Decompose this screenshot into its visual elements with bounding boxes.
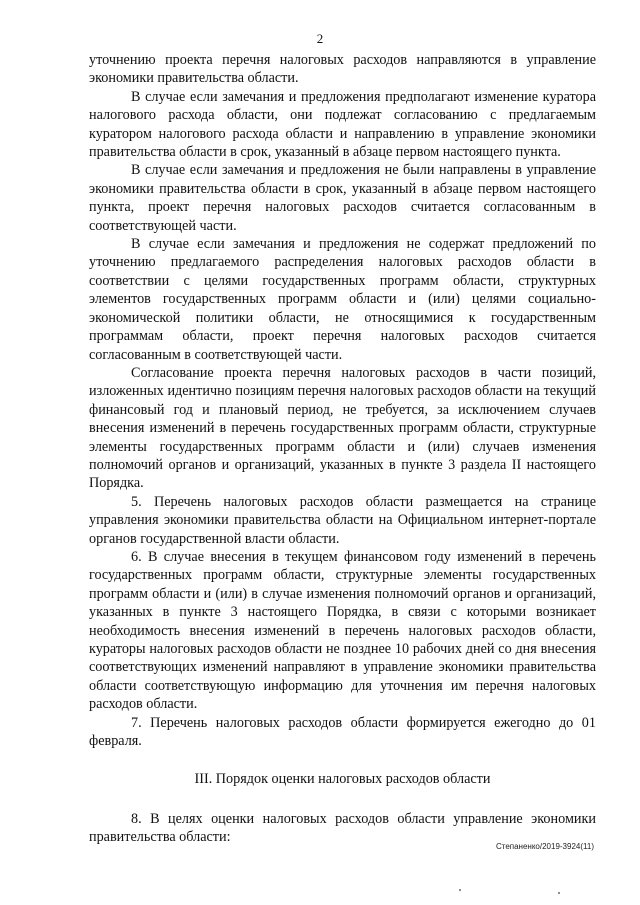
page-number: 2 [316,31,324,46]
paragraph-item-6: 6. В случае внесения в текущем финансовом году изменений в перечень государственных программ области, структурные элементы государственных программ области и (или) в случае изменения полномочий органов и организаций, указанных в пункте 3 настоящего Порядка, в связи с которыми возникает необходимость внесения изменений в перечень налоговых расходов области, кураторы налоговых расходов области не позднее 10 рабочих дней со дня внесения соответствующих изменений направляют в управление экономики правительства области соответствующую информацию для уточнения им перечня налоговых расходов области. [89,548,596,713]
paragraph-item-8: 8. В целях оценки налоговых расходов области управление экономики правительства области: [89,810,596,846]
scan-artifact-dot [558,892,560,894]
section-heading: III. Порядок оценки налоговых расходов области [194,771,491,788]
paragraph-curator-change: В случае если замечания и предложения предполагают изменение куратора налогового расхода области, они подлежат согласованию с предлагаемым куратором налогового расхода области и направлению в управление экономики правительства области в срок, указанный в абзаце первом настоящего пункта. [89,88,596,161]
paragraph-approval: Согласование проекта перечня налоговых расходов в части позиций, изложенных идентично позициям перечня налоговых расходов области на текущий финансовый год и плановый период, не требуется, за исключением случаев внесения изменений в перечень государственных программ области, структурные элементы государственных программ области и (или) случаев изменения полномочий органов и организаций, указанных в пункте 3 раздела II настоящего Порядка. [89,364,596,492]
footer-reference: Степаненко/2019-3924(11) [495,842,594,851]
document-body [89,51,596,847]
paragraph-no-proposals: В случае если замечания и предложения не содержат предложений по уточнению предлагаемого распределения налоговых расходов области в соответствии с целями государственных программ области, структурных элементов государственных программ области и (или) целями социально-экономической политики области, не относящимися к государственным программам области, проект перечня налоговых расходов считается согласованным в соответствующей части. [89,236,596,363]
scan-artifact-dot [459,889,461,891]
paragraph-item-5: 5. Перечень налоговых расходов области размещается на странице управления экономики правительства области на Официальном интернет-портале органов государственной власти области. [89,493,596,547]
paragraph-not-sent: В случае если замечания и предложения не были направлены в управление экономики правительства области в срок, указанный в абзаце первом настоящего пункта, проект перечня налоговых расходов считается согласованным в соответствующей части. [89,162,596,234]
paragraph-continuation: уточнению проекта перечня налоговых расходов направляются в управление экономики правительства области. [89,52,596,87]
paragraph-item-7: 7. Перечень налоговых расходов области формируется ежегодно до 01 февраля. [89,714,596,750]
